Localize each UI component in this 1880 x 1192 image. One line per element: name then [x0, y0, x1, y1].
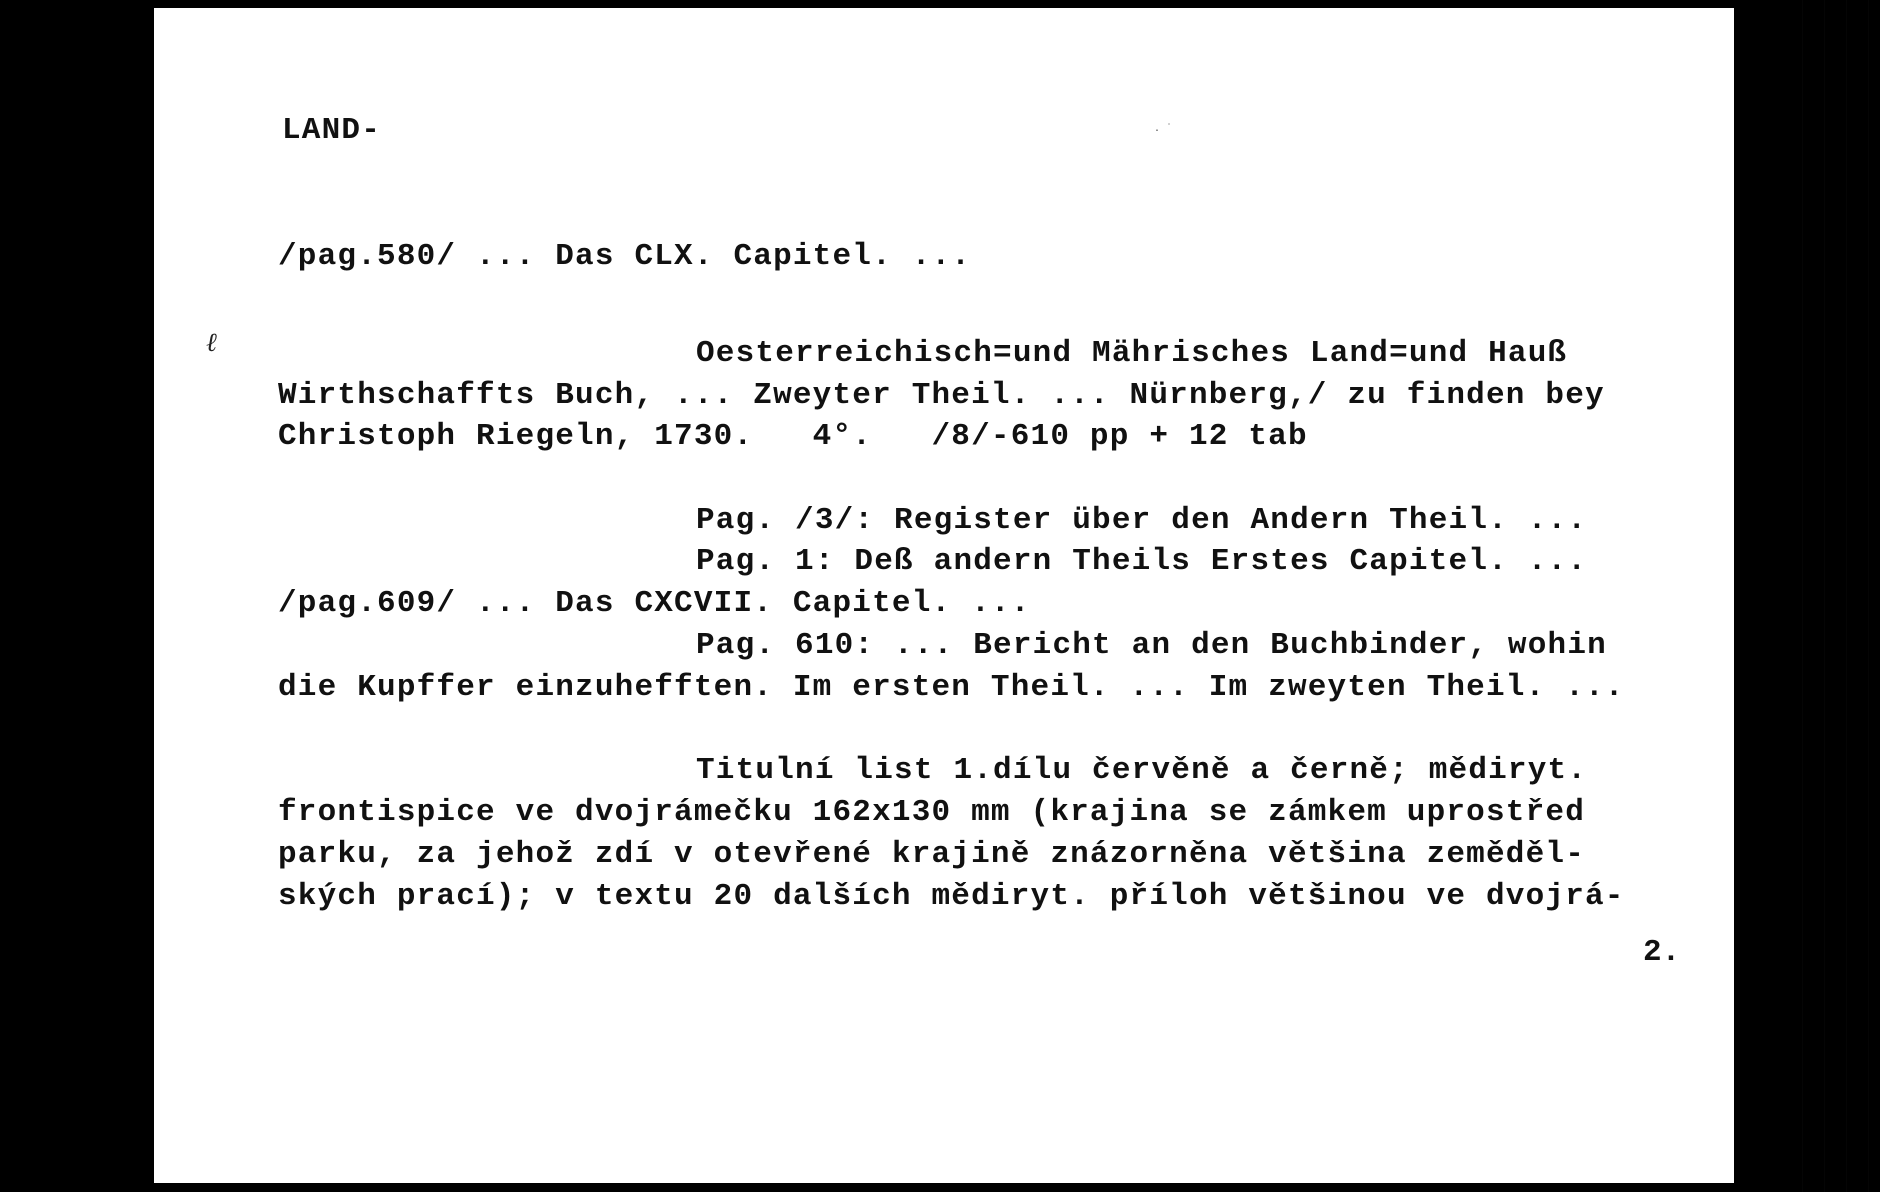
margin-mark: ℓ [206, 328, 217, 358]
text-line-9: die Kupffer einzuhefften. Im ersten Theil. ... Im zweyten Theil. ... [278, 670, 1625, 705]
scan-specks: . ˙ [1154, 124, 1173, 135]
card-heading: LAND- [282, 113, 382, 148]
text-line-3: Wirthschaffts Buch, ... Zweyter Theil. ... Nürnberg,/ zu finden bey [278, 378, 1605, 413]
text-line-2: Oesterreichisch=und Mährisches Land=und Hauß [696, 336, 1568, 371]
text-line-10: Titulní list 1.dílu červěně a černě; mědiryt. [696, 753, 1588, 788]
text-line-1: /pag.580/ ... Das CLX. Capitel. ... [278, 239, 972, 274]
catalog-card [154, 8, 1734, 1183]
text-line-5: Pag. /3/: Register über den Andern Theil. ... [696, 503, 1588, 538]
text-line-8: Pag. 610: ... Bericht an den Buchbinder, wohin [696, 628, 1607, 663]
text-line-7: /pag.609/ ... Das CXCVII. Capitel. ... [278, 586, 1031, 621]
page-number: 2. [1643, 935, 1681, 970]
text-line-11: frontispice ve dvojrámečku 162x130 mm (krajina se zámkem uprostřed [278, 795, 1585, 830]
text-line-13: ských prací); v textu 20 dalších mědiryt. příloh většinou ve dvojrá- [278, 879, 1625, 914]
text-line-6: Pag. 1: Deß andern Theils Erstes Capitel. ... [696, 544, 1588, 579]
text-line-12: parku, za jehož zdí v otevřené krajině znázorněna většina zeměděl- [278, 837, 1585, 872]
text-line-4: Christoph Riegeln, 1730. 4°. /8/-610 pp + 12 tab [278, 419, 1308, 454]
scan-edge [1790, 0, 1880, 1192]
